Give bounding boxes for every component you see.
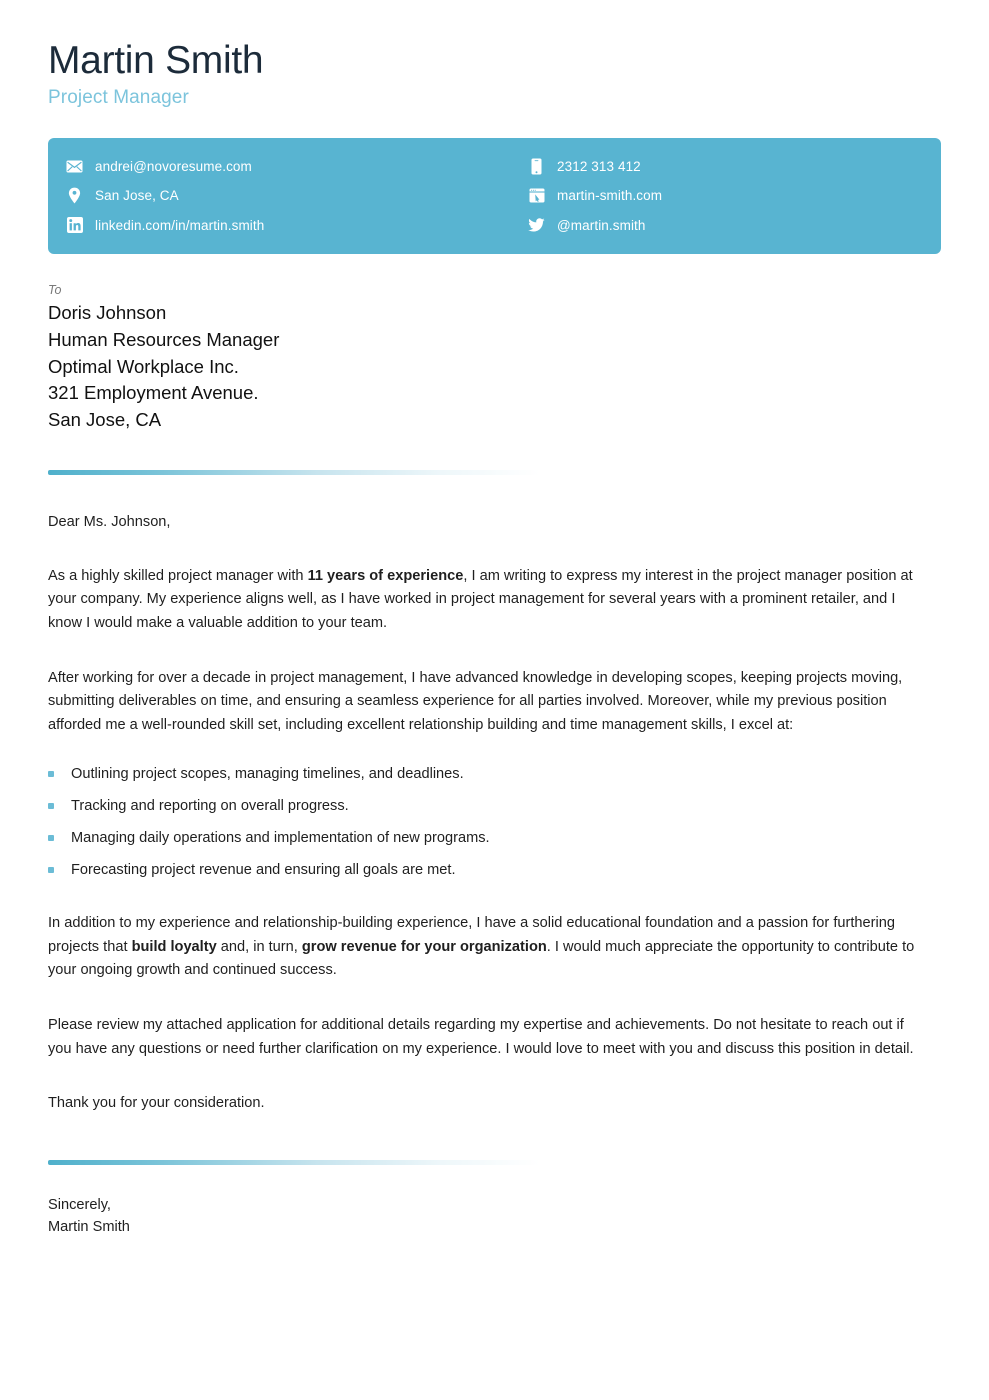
contact-column-right	[528, 152, 923, 239]
paragraph-education-part2: and, in turn,	[216, 938, 302, 955]
recipient-block	[48, 283, 941, 434]
page-title: Martin Smith	[48, 39, 264, 82]
website-icon	[528, 187, 545, 204]
twitter-icon	[528, 217, 545, 234]
job-title: Project Manager	[48, 87, 189, 109]
paragraph-education-part1: In addition to my experience and relationship-building experience, I have a solid educational foundation and a passion for furthering projects that	[48, 915, 895, 955]
bullet-square-icon	[48, 835, 54, 841]
list-item-label: Outlining project scopes, managing timelines, and deadlines.	[71, 765, 464, 782]
signoff-label: Sincerely,	[48, 1197, 111, 1213]
linkedin-icon	[66, 217, 83, 234]
letter-header	[48, 0, 941, 109]
recipient-city: San Jose, CA	[48, 409, 162, 431]
recipient-role: Human Resources Manager	[48, 328, 280, 350]
salutation: Dear Ms. Johnson,	[48, 514, 171, 531]
to-label: To	[48, 283, 62, 298]
list-item	[48, 860, 920, 881]
list-item-label: Tracking and reporting on overall progress.	[71, 797, 349, 814]
letter-body	[48, 511, 920, 1239]
contact-item-email[interactable]	[66, 152, 528, 180]
paragraph-experience: After working for over a decade in project management, I have advanced knowledge in developing scopes, keeping projects moving, submitting deliverables on time, and ensuring a seamless experience for all parties involved. Moreover, while my previous position afforded me a well-rounded skill set, including excellent relationship building and time management skills, I excel at:	[48, 669, 903, 733]
recipient-name: Doris Johnson	[48, 302, 167, 324]
contact-location-label: San Jose, CA	[95, 188, 179, 204]
recipient-street: 321 Employment Avenue.	[48, 382, 259, 404]
recipient-company: Optimal Workplace Inc.	[48, 355, 239, 377]
contact-website-label: martin-smith.com	[557, 188, 663, 204]
paragraph-intro-bold-experience: 11 years of experience	[307, 567, 464, 584]
contact-twitter-label: @martin.smith	[557, 217, 646, 233]
paragraph-education-bold-loyalty: build loyalty	[131, 938, 217, 955]
paragraph-intro	[48, 565, 920, 636]
paragraph-closing: Please review my attached application for additional details regarding my expertise and achievements. Do not hesitate to reach out if you have any questions or need further clarification on my experience. I would love to meet with you and discuss this position in detail.	[48, 1017, 914, 1057]
list-item	[48, 828, 920, 849]
contact-item-linkedin[interactable]	[66, 211, 528, 239]
contact-column-left	[66, 152, 528, 239]
signoff-block	[48, 1160, 920, 1239]
map-pin-icon	[66, 187, 83, 204]
divider-bottom	[48, 1160, 540, 1165]
contact-item-phone[interactable]	[528, 152, 923, 180]
paragraph-education-bold-revenue: grow revenue for your organization	[301, 938, 547, 955]
paragraph-education	[48, 912, 920, 983]
list-item	[48, 764, 920, 785]
contact-email-label: andrei@novoresume.com	[95, 158, 252, 174]
signature-block	[48, 1195, 920, 1239]
paragraph-intro-part2: , I am writing to express my interest in the project manager position at your company. My experience aligns well, as I have worked in project management for several years with a prominent retailer, and I know I would make a valuable addition to your team.	[48, 567, 913, 631]
contact-phone-label: 2312 313 412	[557, 158, 641, 174]
phone-icon	[528, 158, 545, 175]
paragraph-intro-part1: As a highly skilled project manager with	[48, 567, 308, 584]
contact-item-website[interactable]	[528, 182, 923, 210]
skills-list	[48, 764, 920, 882]
thank-you-line: Thank you for your consideration.	[48, 1095, 265, 1112]
list-item-label: Managing daily operations and implementation of new programs.	[71, 829, 490, 846]
signer-name: Martin Smith	[48, 1218, 130, 1235]
bullet-square-icon	[48, 771, 54, 777]
contact-item-twitter[interactable]	[528, 211, 923, 239]
divider-top	[48, 470, 540, 475]
list-item-label: Forecasting project revenue and ensuring all goals are met.	[71, 862, 456, 878]
bullet-square-icon	[48, 803, 54, 809]
paragraph-education-part3: . I would much appreciate the opportunity to contribute to your ongoing growth and continued success.	[48, 938, 915, 979]
contact-bar	[48, 138, 941, 254]
contact-item-location[interactable]	[66, 182, 528, 210]
bullet-square-icon	[48, 867, 54, 873]
list-item	[48, 796, 920, 817]
envelope-icon	[66, 158, 83, 175]
contact-linkedin-label: linkedin.com/in/martin.smith	[95, 217, 265, 233]
